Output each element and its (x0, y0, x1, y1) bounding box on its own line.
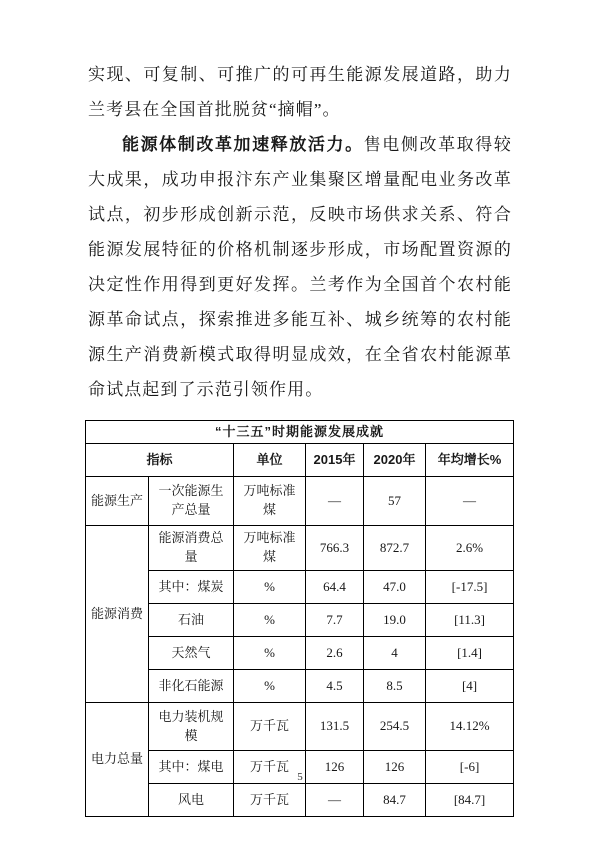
value-2015-cell: 126 (306, 751, 364, 784)
unit-cell: 万千瓦 (234, 703, 306, 751)
indicator-cell: 其中：煤电 (149, 751, 234, 784)
table-row (86, 784, 514, 817)
value-2020-cell: 57 (364, 477, 426, 526)
growth-cell: — (426, 477, 514, 526)
paragraph-bold-lead: 能源体制改革加速释放活力。 (122, 135, 364, 154)
column-header-2020: 2020年 (364, 444, 426, 477)
value-2015-cell: 766.3 (306, 526, 364, 571)
page-number: 5 (297, 771, 303, 783)
unit-cell: 万千瓦 (234, 784, 306, 817)
column-header-unit: 单位 (234, 444, 306, 477)
unit-cell: % (234, 604, 306, 637)
value-2020-cell: 8.5 (364, 670, 426, 703)
table-row (86, 703, 514, 751)
indicator-cell: 一次能源生产总量 (149, 477, 234, 526)
growth-cell: 2.6% (426, 526, 514, 571)
table-title: “十三五”时期能源发展成就 (86, 421, 514, 444)
unit-cell: 万千瓦 (234, 751, 306, 784)
value-2020-cell: 4 (364, 637, 426, 670)
table-title-row (86, 421, 514, 444)
value-2020-cell: 84.7 (364, 784, 426, 817)
value-2015-cell: 7.7 (306, 604, 364, 637)
indicator-cell: 能源消费总量 (149, 526, 234, 571)
value-2020-cell: 47.0 (364, 571, 426, 604)
group-cell: 能源消费 (86, 526, 149, 703)
unit-cell: 万吨标准煤 (234, 477, 306, 526)
growth-cell: [84.7] (426, 784, 514, 817)
group-cell: 电力总量 (86, 703, 149, 817)
paragraph-energy-reform (88, 127, 512, 407)
growth-cell: [11.3] (426, 604, 514, 637)
table-row (86, 637, 514, 670)
value-2020-cell: 126 (364, 751, 426, 784)
paragraph-text: 实现、可复制、可推广的可再生能源发展道路，助力兰考县在全国首批脱贫“摘帽”。 (88, 65, 512, 119)
unit-cell: % (234, 571, 306, 604)
growth-cell: [-17.5] (426, 571, 514, 604)
column-header-growth: 年均增长% (426, 444, 514, 477)
group-cell: 能源生产 (86, 477, 149, 526)
paragraph-text: 售电侧改革取得较大成果，成功申报汴东产业集聚区增量配电业务改革试点，初步形成创新示范，反映市场供求关系、符合能源发展特征的价格机制逐步形成，市场配置资源的决定性作用得到更好发挥。兰考作为全国首个农村能源革命试点，探索推进多能互补、城乡统筹的农村能源生产消费新模式取得明显成效，在全省农村能源革命试点起到了示范引领作用。 (88, 135, 512, 399)
table-row (86, 477, 514, 526)
paragraph-continuation (88, 57, 512, 127)
table-row (86, 526, 514, 571)
value-2020-cell: 19.0 (364, 604, 426, 637)
value-2015-cell: 131.5 (306, 703, 364, 751)
column-header-indicator: 指标 (86, 444, 234, 477)
growth-cell: 14.12% (426, 703, 514, 751)
value-2020-cell: 254.5 (364, 703, 426, 751)
table-row (86, 670, 514, 703)
growth-cell: [4] (426, 670, 514, 703)
unit-cell: 万吨标准煤 (234, 526, 306, 571)
column-header-2015: 2015年 (306, 444, 364, 477)
indicator-cell: 其中：煤炭 (149, 571, 234, 604)
energy-achievements-table (85, 420, 514, 817)
indicator-cell: 风电 (149, 784, 234, 817)
unit-cell: % (234, 637, 306, 670)
indicator-cell: 天然气 (149, 637, 234, 670)
value-2015-cell: 2.6 (306, 637, 364, 670)
indicator-cell: 非化石能源 (149, 670, 234, 703)
indicator-cell: 电力装机规模 (149, 703, 234, 751)
value-2015-cell: — (306, 477, 364, 526)
growth-cell: [1.4] (426, 637, 514, 670)
table-row (86, 604, 514, 637)
value-2020-cell: 872.7 (364, 526, 426, 571)
table-header-row (86, 444, 514, 477)
table-row (86, 571, 514, 604)
value-2015-cell: 4.5 (306, 670, 364, 703)
indicator-cell: 石油 (149, 604, 234, 637)
value-2015-cell: — (306, 784, 364, 817)
value-2015-cell: 64.4 (306, 571, 364, 604)
growth-cell: [-6] (426, 751, 514, 784)
unit-cell: % (234, 670, 306, 703)
